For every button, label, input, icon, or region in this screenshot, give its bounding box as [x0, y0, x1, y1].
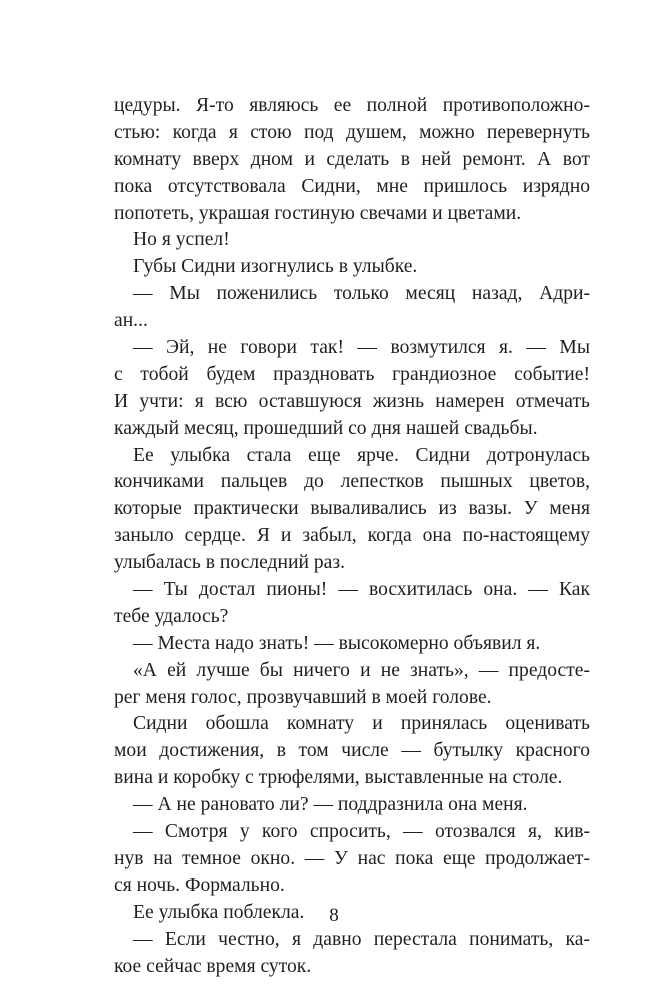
page-body-text [114, 93, 590, 980]
text-line: рег меня голос, прозвучавший в моей голове. [114, 686, 492, 708]
text-line: Но я успел! [133, 229, 230, 251]
text-line: кое сейчас время суток. [114, 955, 312, 977]
text-line: каждый месяц, прошедший со дня нашей свадьбы. [114, 417, 538, 439]
text-line: Ее улыбка стала еще ярче. Сидни дотронулась [133, 444, 590, 466]
text-line: Губы Сидни изогнулись в улыбке. [133, 256, 418, 278]
text-line: попотеть, украшая гостиную свечами и цветами. [114, 202, 522, 224]
text-line: ан... [114, 310, 148, 332]
text-line: — Смотря у кого спросить, — отозвался я, кив- [133, 821, 590, 843]
page-number: 8 [329, 905, 339, 926]
text-line: цедуры. Я-то являюсь ее полной противоположно- [114, 95, 590, 116]
text-line: комнату вверх дном и сделать в ней ремонт. А вот [114, 148, 590, 170]
text-line: пока отсутствовала Сидни, мне пришлось изрядно [114, 175, 590, 197]
text-line: — Мы поженились только месяц назад, Адри- [133, 283, 590, 305]
text-line: стью: когда я стою под душем, можно перевернуть [114, 121, 590, 143]
text-line: нув на темное окно. — У нас пока еще продолжает- [114, 847, 590, 869]
text-line: мои достижения, в том числе — бутылку красного [114, 740, 590, 762]
text-line: — Ты достал пионы! — восхитилась она. — Как [133, 579, 590, 601]
text-line: Ее улыбка поблекла. [133, 901, 305, 923]
text-line: «А ей лучше бы ничего и не знать», — предосте- [133, 659, 590, 681]
text-line: кончиками пальцев до лепестков пышных цветов, [114, 471, 590, 493]
text-line: тебе удалось? [114, 605, 229, 627]
text-line: — Если честно, я давно перестала понимать, ка- [133, 928, 590, 950]
text-line: — Эй, не говори так! — возмутился я. — Мы [133, 337, 590, 359]
text-line: которые практически вываливались из вазы. У меня [114, 498, 590, 520]
text-line: заныло сердце. Я и забыл, когда она по-настоящему [114, 525, 590, 547]
text-line: Сидни обошла комнату и принялась оценивать [133, 713, 590, 735]
text-line: — А не рановато ли? — поддразнила она меня. [133, 794, 528, 816]
text-line: И учти: я всю оставшуюся жизнь намерен отмечать [114, 390, 590, 412]
text-line: улыбалась в последний раз. [114, 552, 346, 574]
text-line: с тобой будем праздновать грандиозное событие! [114, 363, 590, 385]
text-line: вина и коробку с трюфелями, выставленные на столе. [114, 767, 563, 789]
text-line: — Места надо знать! — высокомерно объявил я. [133, 632, 541, 654]
text-line: ся ночь. Формально. [114, 874, 285, 896]
